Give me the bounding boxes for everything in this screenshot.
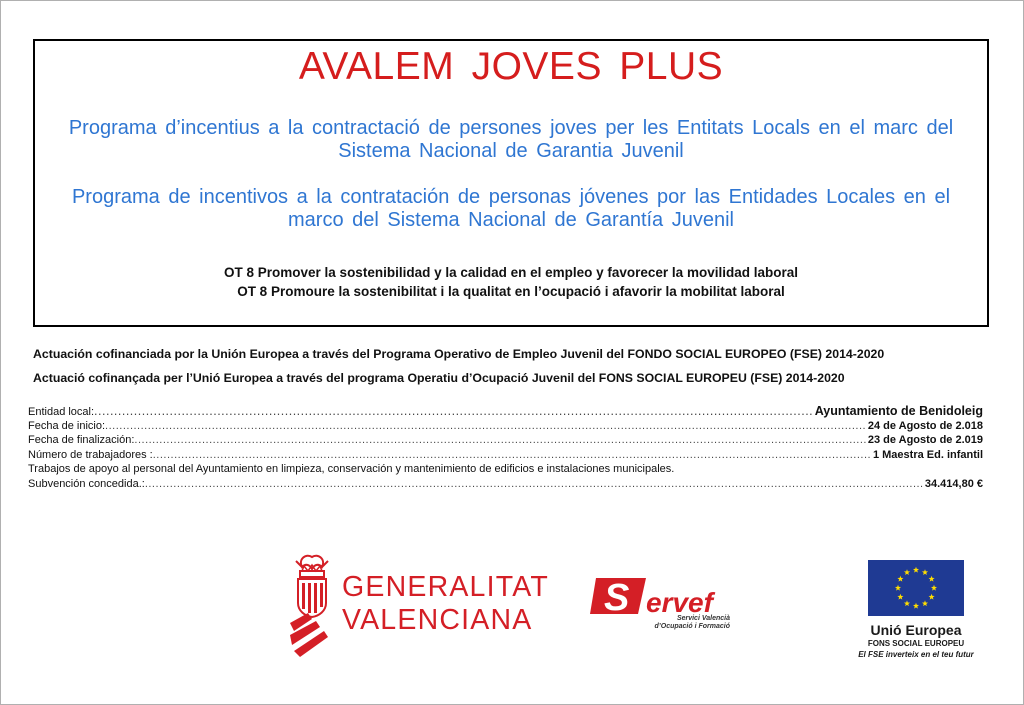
detail-description: Trabajos de apoyo al personal del Ayuntamiento en limpieza, conservación y mantenimiento de edificios e instalaciones municipales. bbox=[28, 463, 675, 475]
detail-label: Fecha de finalización: bbox=[28, 434, 135, 446]
servef-logo bbox=[590, 574, 738, 636]
gv-line-2: VALENCIANA bbox=[342, 604, 533, 636]
header-box bbox=[33, 39, 989, 327]
cofinancing-valencian: Actuació cofinançada per l’Unió Europea a través del programa Operatiu d’Ocupació Juvenil del FONS SOCIAL EUROPEU (FSE) 2014-2020 bbox=[33, 371, 845, 385]
dot-leader bbox=[153, 448, 872, 463]
detail-label: Fecha de inicio: bbox=[28, 419, 106, 432]
detail-value: 23 de Agosto de 2.019 bbox=[867, 434, 983, 446]
cofinancing-spanish: Actuación cofinanciada por la Unión Europea a través del Programa Operativo de Empleo Juvenil del FONDO SOCIAL EUROPEO (FSE) 2014-2020 bbox=[33, 347, 885, 361]
detail-value: 34.414,80 € bbox=[924, 477, 983, 490]
detail-label: Subvención concedida.: bbox=[28, 477, 145, 490]
dot-leader bbox=[94, 404, 814, 419]
servef-sub-line-2: d’Ocupació i Formació bbox=[654, 623, 730, 630]
detail-row-trabajadores bbox=[28, 448, 983, 463]
eu-fund-name: FONS SOCIAL EUROPEU bbox=[867, 639, 965, 648]
servef-subtitle bbox=[648, 615, 730, 631]
objective-valencian: OT 8 Promoure la sostenibilitat i la qualitat en l’ocupació i afavorir la mobilitat laboral bbox=[237, 284, 785, 299]
svg-text:ervef: ervef bbox=[646, 587, 713, 616]
generalitat-emblem-icon bbox=[288, 553, 336, 657]
eu-slogan: El FSE inverteix en el teu futur bbox=[858, 650, 974, 659]
detail-label: Número de trabajadores : bbox=[28, 448, 153, 461]
details-list bbox=[28, 404, 983, 491]
objective-spanish: OT 8 Promover la sostenibilidad y la calidad en el empleo y favorecer la movilidad laboral bbox=[224, 265, 798, 280]
gv-line-1: GENERALITAT bbox=[342, 571, 549, 603]
detail-value: 1 Maestra Ed. infantil bbox=[872, 448, 983, 461]
detail-label: Entidad local: bbox=[28, 406, 95, 418]
servef-sub-line-1: Servici Valencià bbox=[676, 615, 730, 622]
detail-row-entidad bbox=[28, 404, 983, 419]
detail-value: 24 de Agosto de 2.018 bbox=[867, 419, 983, 432]
detail-row-inicio bbox=[28, 419, 983, 434]
generalitat-wordmark bbox=[342, 571, 549, 637]
detail-value: Ayuntamiento de Benidoleig bbox=[814, 404, 983, 418]
generalitat-valenciana-logo bbox=[288, 553, 549, 657]
program-description-valencian: Programa d’incentius a la contractació de persones joves per les Entitats Locals en el marc del Sistema Nacional de Garantia Juvenil bbox=[68, 117, 954, 162]
eu-name: Unió Europea bbox=[870, 622, 962, 638]
detail-row-subvencion bbox=[28, 477, 983, 492]
eu-flag-icon bbox=[868, 560, 964, 616]
program-description-spanish: Programa de incentivos a la contratación de personas jóvenes por las Entidades Locales en el marco del Sistema Nacional de Garantía Juvenil bbox=[71, 186, 951, 231]
svg-text:S: S bbox=[604, 577, 630, 616]
detail-row-fin bbox=[28, 433, 983, 448]
page-title: AVALEM JOVES PLUS bbox=[298, 45, 724, 88]
dot-leader bbox=[145, 477, 924, 492]
european-union-logo bbox=[836, 558, 996, 668]
detail-row-trabajos bbox=[28, 462, 983, 477]
servef-wordmark-icon bbox=[590, 574, 738, 616]
dot-leader bbox=[134, 433, 866, 448]
dot-leader bbox=[105, 419, 867, 434]
